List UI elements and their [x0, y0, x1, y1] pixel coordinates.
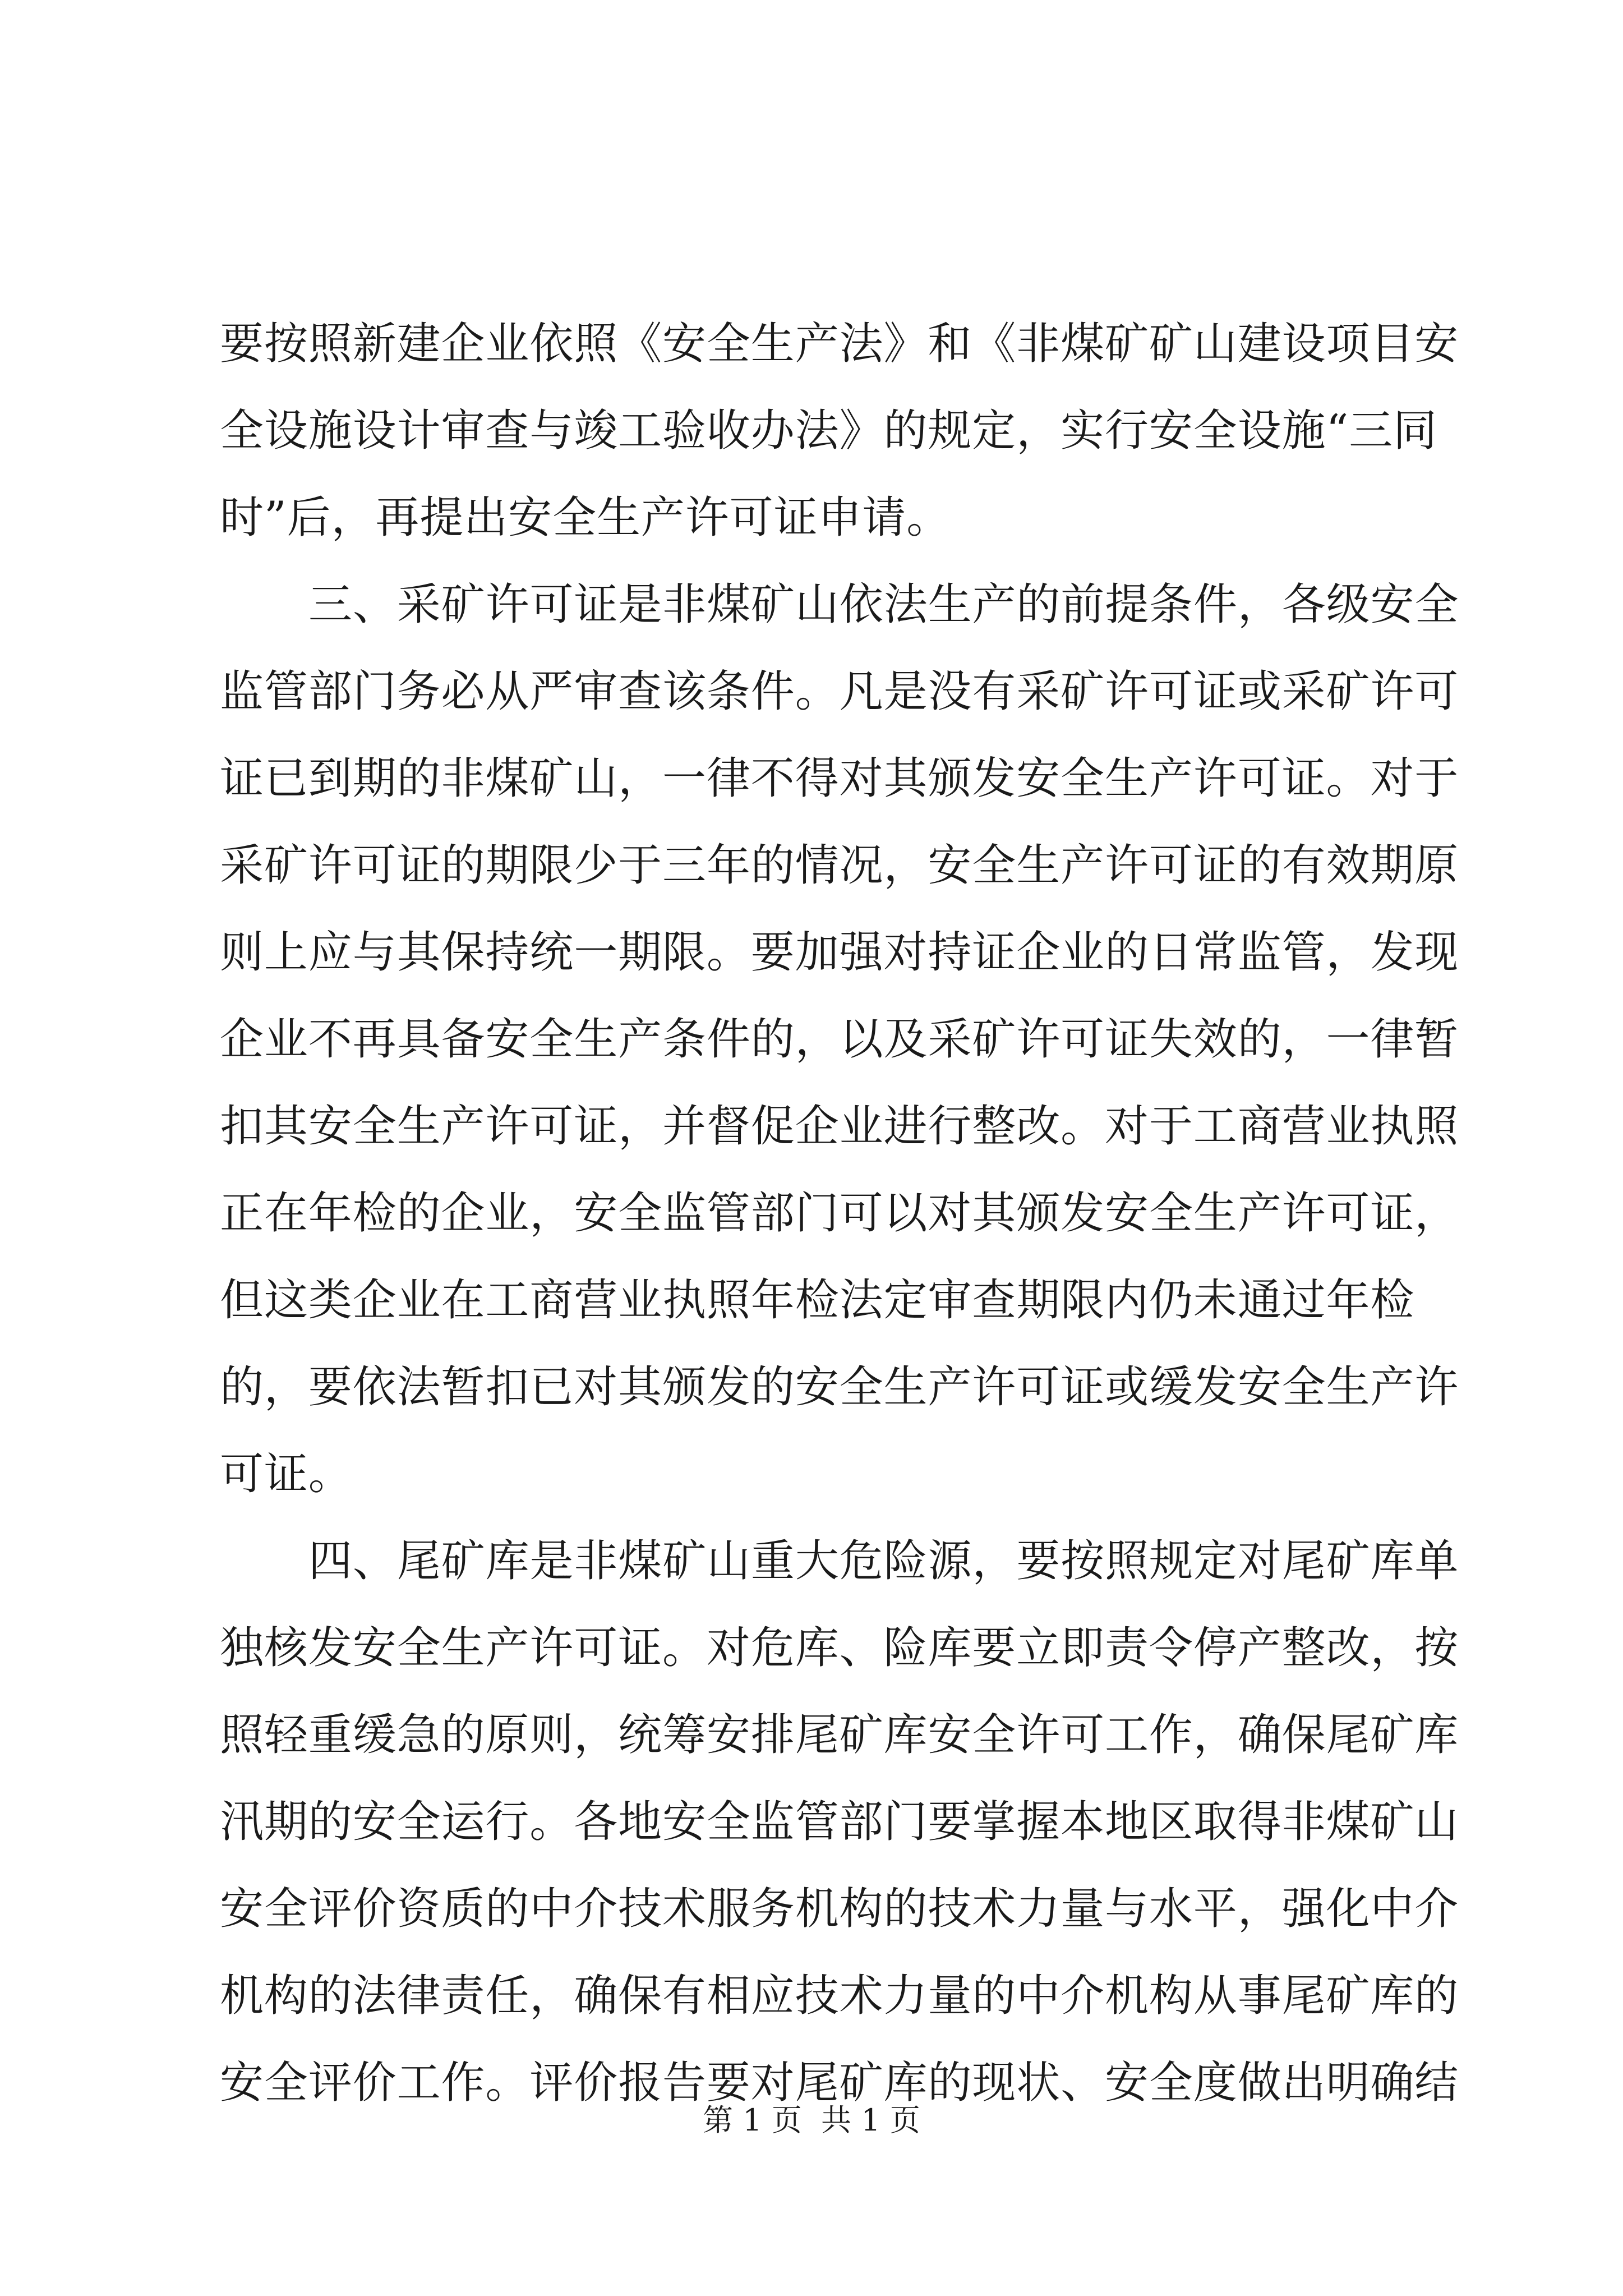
paragraph-line: 安全评价工作。评价报告要对尾矿库的现状、安全度做出明确结 [220, 2058, 1459, 2108]
paragraph-line: 的，要依法暂扣已对其颁发的安全生产许可证或缓发安全生产许 [220, 1362, 1459, 1412]
paragraph-line: 独核发安全生产许可证。对危库、险库要立即责令停产整改，按 [220, 1623, 1459, 1673]
page-footer: 第 1 页 共 1 页 [703, 2102, 920, 2138]
paragraph-line: 证已到期的非煤矿山，一律不得对其颁发安全生产许可证。对于 [220, 753, 1459, 804]
paragraph-line: 正在年检的企业，安全监管部门可以对其颁发安全生产许可证， [220, 1188, 1459, 1239]
paragraph-line: 机构的法律责任，确保有相应技术力量的中介机构从事尾矿库的 [220, 1971, 1459, 2021]
paragraph-line: 但这类企业在工商营业执照年检法定审查期限内仍未通过年检 [220, 1275, 1415, 1326]
paragraph-line: 照轻重缓急的原则，统筹安排尾矿库安全许可工作，确保尾矿库 [220, 1710, 1459, 1760]
document-body [220, 301, 1459, 2127]
paragraph-line: 全设施设计审查与竣工验收办法》的规定，实行安全设施“三同 [220, 406, 1438, 456]
paragraph-line: 四、尾矿库是非煤矿山重大危险源，要按照规定对尾矿库单 [308, 1536, 1459, 1586]
paragraph-line: 可证。 [220, 1449, 353, 1499]
paragraph [220, 1518, 1459, 2127]
paragraph-line: 时”后，再提出安全生产许可证申请。 [220, 493, 951, 543]
paragraph [220, 562, 1459, 1518]
paragraph-line: 则上应与其保持统一期限。要加强对持证企业的日常监管，发现 [220, 927, 1459, 978]
paragraph-line: 扣其安全生产许可证，并督促企业进行整改。对于工商营业执照 [220, 1101, 1459, 1152]
paragraph-line: 安全评价资质的中介技术服务机构的技术力量与水平，强化中介 [220, 1884, 1459, 1934]
paragraph-line: 要按照新建企业依照《安全生产法》和《非煤矿矿山建设项目安 [220, 319, 1459, 369]
paragraph [220, 301, 1459, 562]
paragraph-line: 汛期的安全运行。各地安全监管部门要掌握本地区取得非煤矿山 [220, 1797, 1459, 1847]
paragraph-line: 三、采矿许可证是非煤矿山依法生产的前提条件，各级安全 [308, 579, 1459, 630]
paragraph-line: 采矿许可证的期限少于三年的情况，安全生产许可证的有效期原 [220, 840, 1459, 891]
paragraph-line: 企业不再具备安全生产条件的，以及采矿许可证失效的，一律暂 [220, 1014, 1459, 1065]
paragraph-line: 监管部门务必从严审查该条件。凡是没有采矿许可证或采矿许可 [220, 666, 1459, 717]
